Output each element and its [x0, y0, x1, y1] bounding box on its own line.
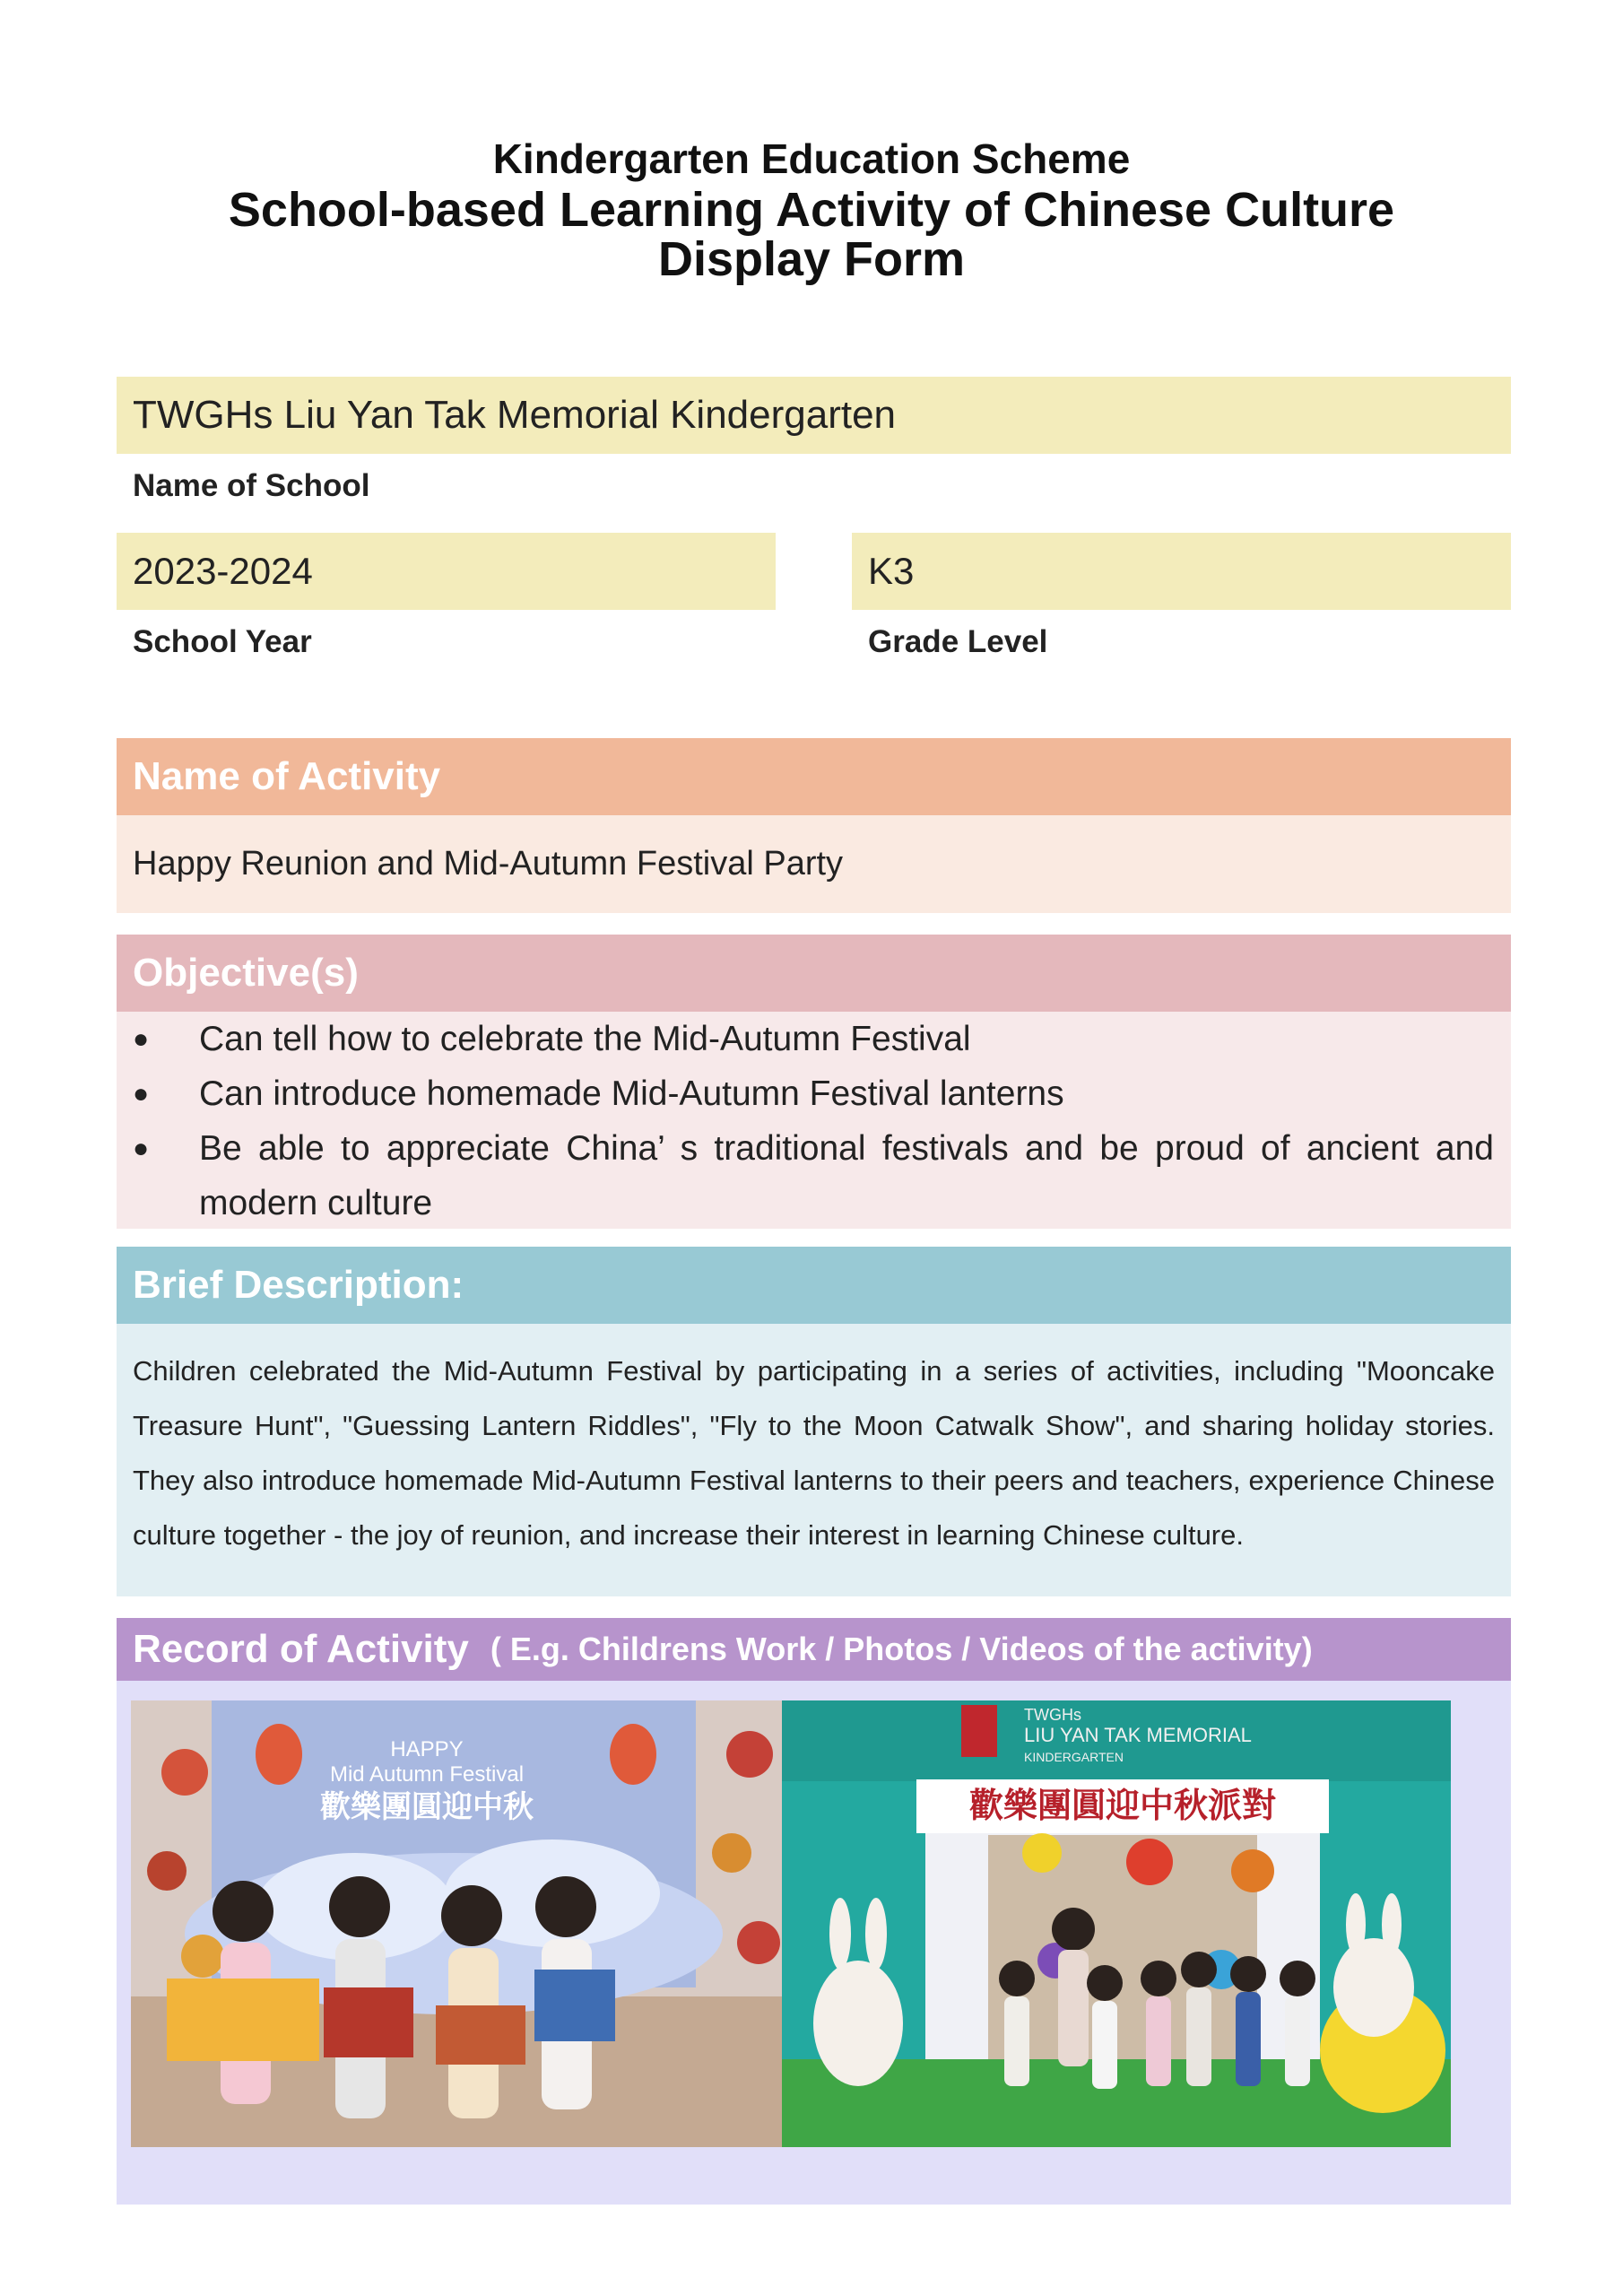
form-subtitle: Display Form — [657, 232, 966, 286]
school-year-label: School Year — [133, 624, 312, 659]
activity-photo-children-mooncakes — [131, 1700, 782, 2147]
activity-photo-class-group — [782, 1700, 1451, 2147]
objectives-list — [117, 1012, 1511, 1229]
banner-chinese: 歡樂團圓迎中秋 — [320, 1789, 534, 1825]
bullet-icon: ● — [133, 1079, 150, 1109]
sign-kindergarten: KINDERGARTEN — [1024, 1750, 1124, 1764]
description-box — [117, 1324, 1511, 1596]
banner-festival: Mid Autumn Festival — [329, 1762, 525, 1787]
bullet-icon: ● — [133, 1024, 150, 1054]
objective-item — [133, 1121, 1494, 1231]
record-heading-subtitle: ( E.g. Childrens Work / Photos / Videos of the activity) — [490, 1631, 1313, 1667]
school-name-field: TWGHs Liu Yan Tak Memorial Kindergarten — [117, 377, 1511, 454]
objective-text: Be able to appreciate China’ s traditional festivals and be proud of ancient and modern culture — [199, 1129, 1494, 1222]
school-year-field: 2023-2024 — [117, 533, 776, 610]
objective-item — [133, 1066, 1494, 1121]
activity-heading: Name of Activity — [117, 738, 1511, 815]
bullet-icon: ● — [133, 1134, 150, 1163]
banner-happy: HAPPY — [390, 1737, 464, 1761]
record-heading-title: Record of Activity — [133, 1627, 469, 1671]
arch-chinese-text: 歡樂團圓迎中秋派對 — [968, 1786, 1277, 1825]
form-title: School-based Learning Activity of Chinese Culture — [228, 183, 1395, 237]
grade-level-label: Grade Level — [868, 624, 1048, 659]
description-text: Children celebrated the Mid-Autumn Festival by participating in a series of activities, including "Mooncake Treasure Hunt", "Guessing Lantern Riddles", "Fly to the Moon Catwalk Show", and sharing holiday stories. They also introduce homemade Mid-Autumn Festival lanterns to their peers and teachers, experience Chinese culture together - the joy of reunion, and increase their interest in learning Chinese culture. — [133, 1355, 1495, 1551]
scheme-title: Kindergarten Education Scheme — [492, 135, 1131, 182]
objective-text: Can introduce homemade Mid-Autumn Festival lanterns — [199, 1074, 1064, 1113]
sign-school-name: LIU YAN TAK MEMORIAL — [1024, 1724, 1252, 1746]
sign-twghs: TWGHs — [1024, 1706, 1081, 1724]
record-heading — [117, 1618, 1511, 1681]
record-box — [117, 1681, 1511, 2205]
description-heading: Brief Description: — [117, 1247, 1511, 1324]
activity-name: Happy Reunion and Mid-Autumn Festival Party — [117, 815, 1511, 913]
objective-text: Can tell how to celebrate the Mid-Autumn Festival — [199, 1020, 971, 1058]
objectives-heading: Objective(s) — [117, 935, 1511, 1012]
school-name-label: Name of School — [133, 468, 370, 503]
objective-item — [133, 1012, 1494, 1066]
grade-level-field: K3 — [852, 533, 1511, 610]
